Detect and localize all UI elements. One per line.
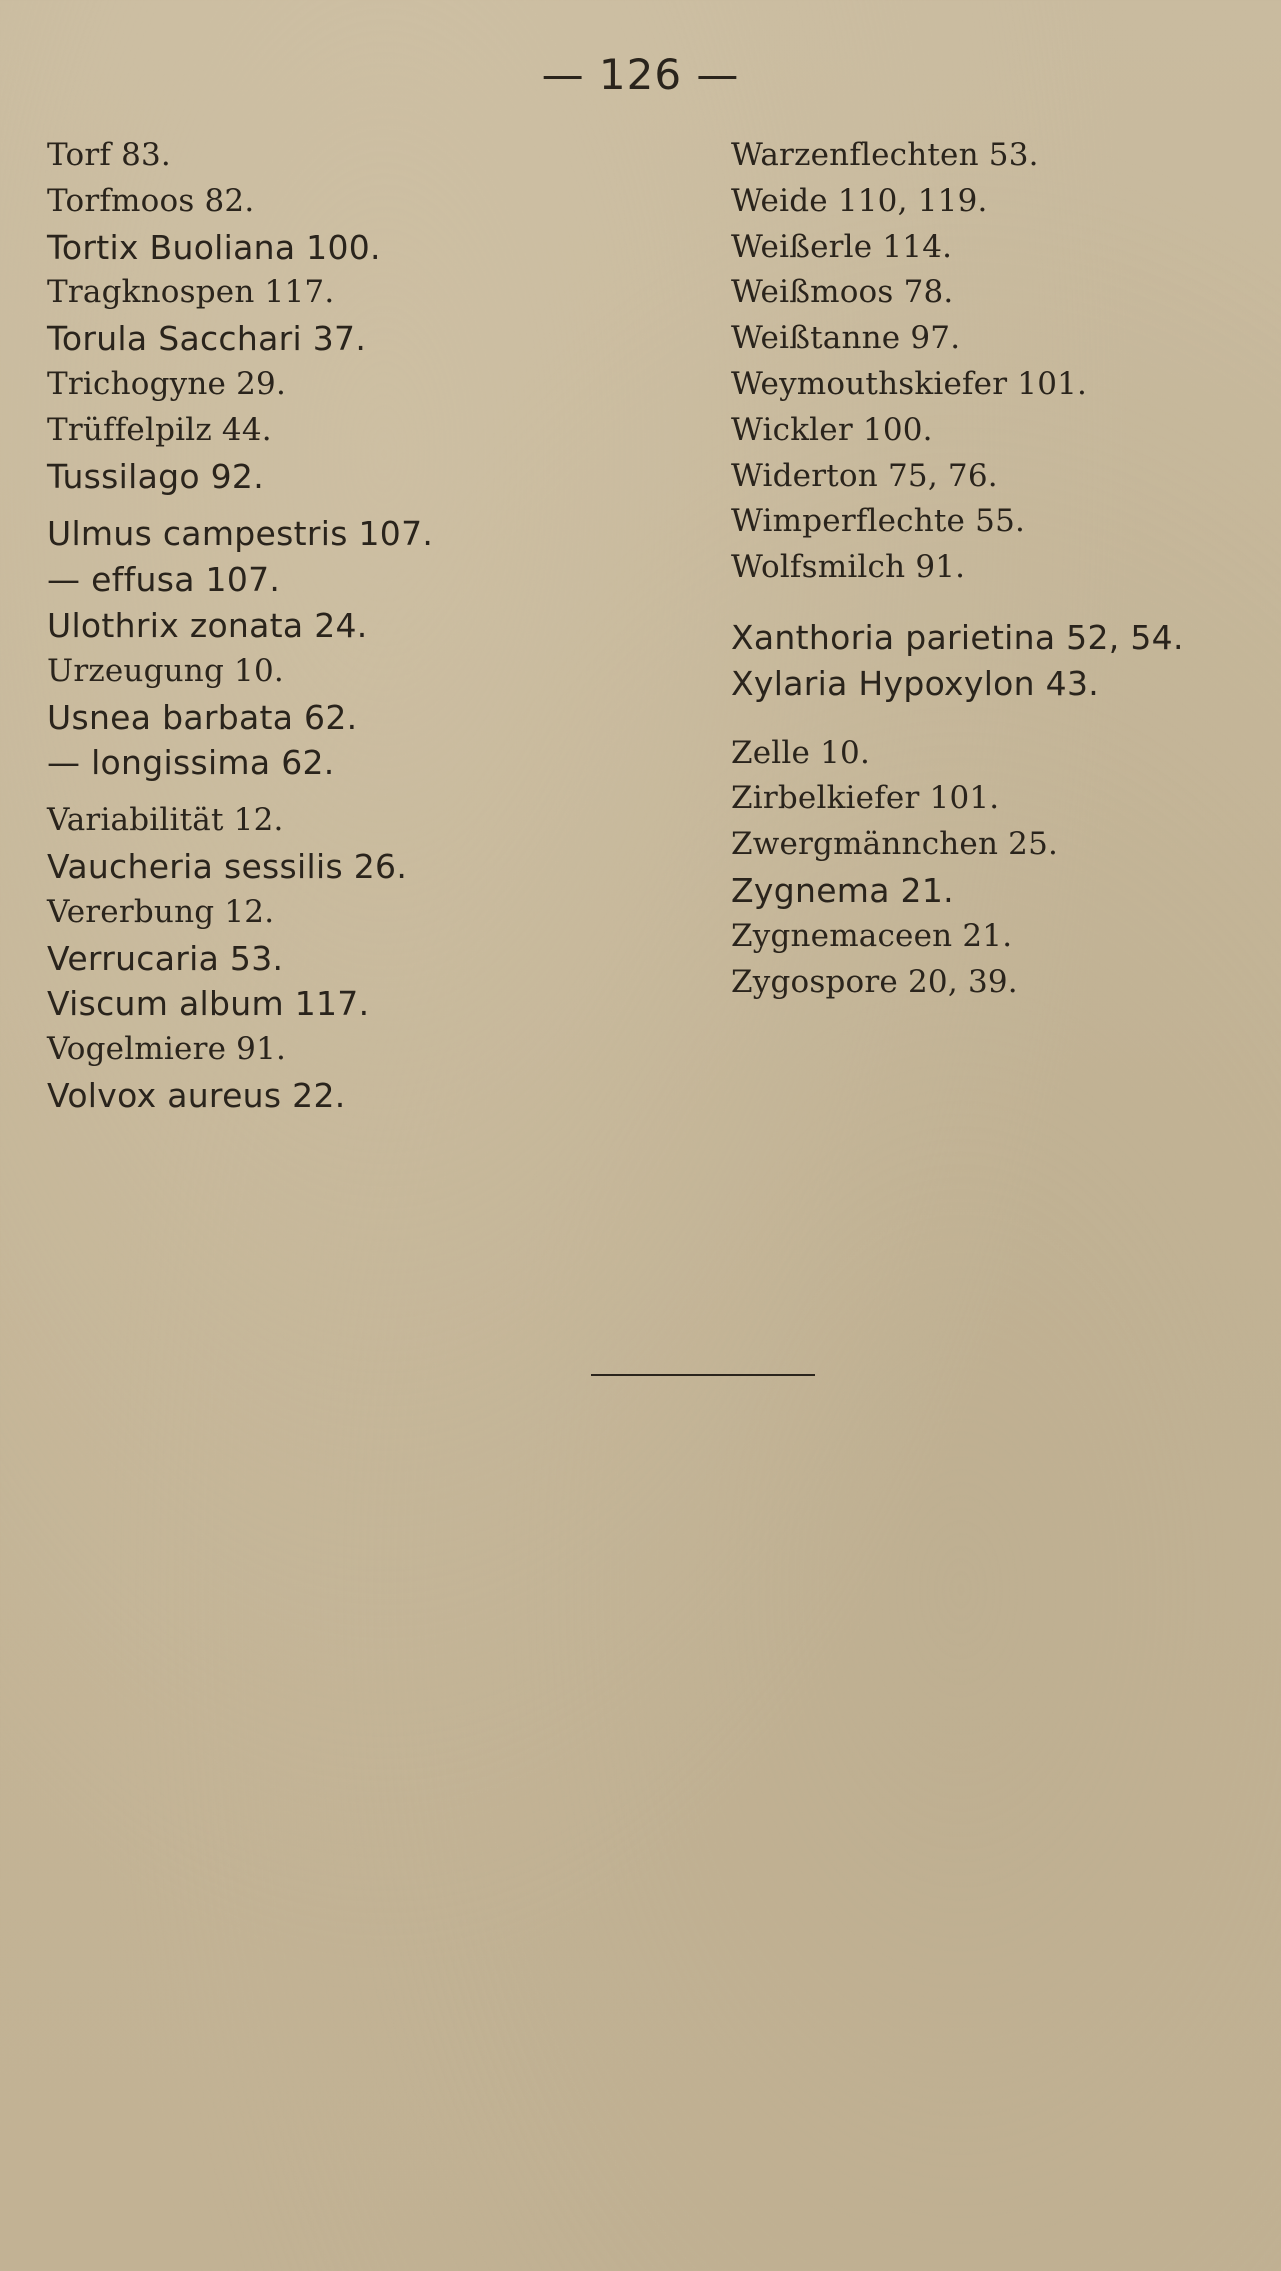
- end-rule: [591, 1374, 815, 1376]
- index-entry: Viscum album 117.: [47, 984, 370, 1024]
- index-entry: Torf 83.: [47, 137, 171, 173]
- index-entry: Trichogyne 29.: [47, 365, 287, 402]
- index-entry: Xanthoria parietina 52, 54.: [731, 617, 1184, 657]
- index-entry: Trüffelpilz 44.: [47, 411, 272, 448]
- index-entry: Zirbelkiefer 101.: [731, 780, 1000, 817]
- index-entry: Verrucaria 53.: [47, 938, 284, 978]
- index-entry: Warzenflechten 53.: [731, 137, 1039, 173]
- index-entry: Xylaria Hypoxylon 43.: [731, 663, 1100, 703]
- index-group-x: [731, 615, 1281, 707]
- index-entry: Wickler 100.: [731, 411, 933, 448]
- group-spacer: [731, 707, 1281, 731]
- index-column-right: [731, 133, 1281, 1005]
- index-entry: Wolfsmilch 91.: [731, 549, 966, 586]
- index-entry: Ulothrix zonata 24.: [47, 605, 368, 645]
- index-entry: Zygnemaceen 21.: [731, 917, 1013, 954]
- index-entry: Weißmoos 78.: [731, 274, 954, 311]
- index-entry: Volvox aureus 22.: [47, 1075, 346, 1115]
- group-spacer: [731, 591, 1281, 615]
- index-group-z: [731, 731, 1281, 1006]
- index-column-left: [47, 133, 607, 1119]
- index-entry: Weide 110, 119.: [731, 182, 988, 219]
- index-entry: Torfmoos 82.: [47, 182, 255, 219]
- index-entry: Torula Sacchari 37.: [47, 319, 367, 359]
- index-entry: Tortix Buoliana 100.: [47, 227, 381, 267]
- index-entry: Wimperflechte 55.: [731, 503, 1026, 540]
- index-entry: Weißerle 114.: [731, 228, 953, 265]
- index-entry: Weißtanne 97.: [731, 320, 961, 357]
- group-spacer: [47, 499, 607, 511]
- index-entry: Variabilität 12.: [47, 802, 284, 839]
- index-entry: Weymouthskiefer 101.: [731, 365, 1088, 402]
- index-entry: Zygospore 20, 39.: [731, 963, 1018, 1000]
- index-entry: Zelle 10.: [731, 734, 871, 771]
- index-group-w: [731, 133, 1281, 591]
- index-group-v: [47, 798, 607, 1119]
- index-entry: Urzeugung 10.: [47, 652, 284, 689]
- index-entry: Tragknospen 117.: [47, 274, 335, 311]
- index-entry: Tussilago 92.: [47, 456, 265, 496]
- page-number: — 126 —: [541, 50, 740, 99]
- index-entry: Vaucheria sessilis 26.: [47, 846, 408, 886]
- index-entry: Zwergmännchen 25.: [731, 826, 1059, 863]
- index-entry: Zygnema 21.: [731, 870, 954, 910]
- index-entry: Ulmus campestris 107.: [47, 514, 434, 554]
- index-entry: Vogelmiere 91.: [47, 1031, 287, 1068]
- index-group-t: [47, 133, 607, 499]
- group-spacer: [47, 786, 607, 798]
- index-entry: Vererbung 12.: [47, 893, 275, 930]
- index-entry: — effusa 107.: [47, 560, 281, 600]
- index-entry: Widerton 75, 76.: [731, 457, 998, 494]
- index-entry: — longissima 62.: [47, 743, 335, 783]
- index-entry: Usnea barbata 62.: [47, 697, 358, 737]
- index-group-u: [47, 511, 607, 786]
